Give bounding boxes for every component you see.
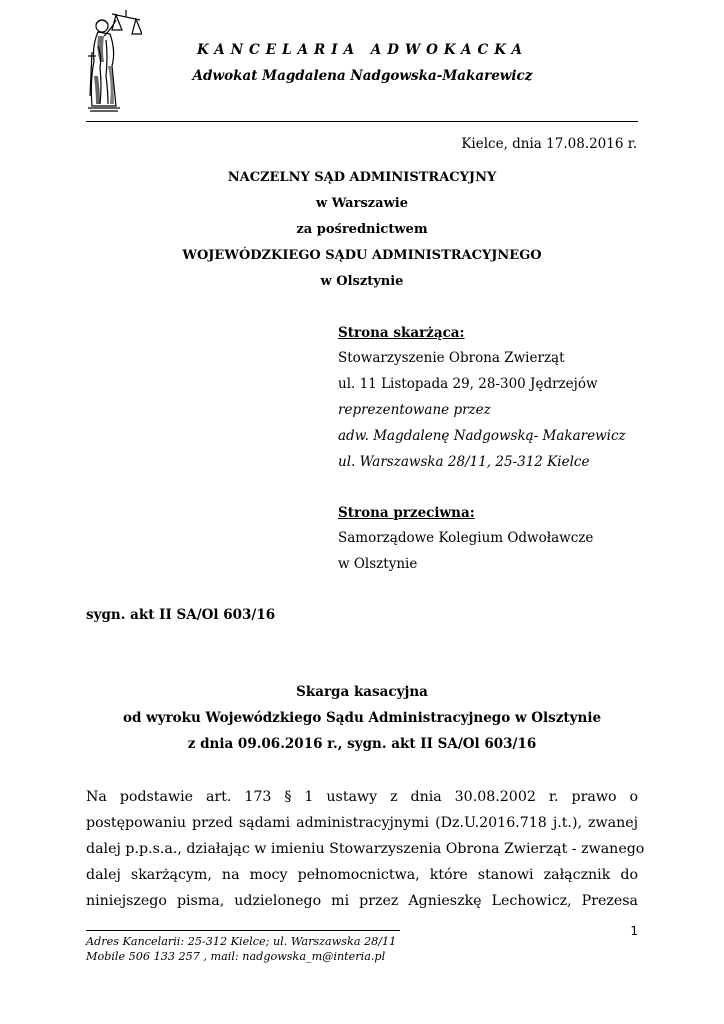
- complainant-name: Stowarzyszenie Obrona Zwierząt: [338, 350, 565, 366]
- body-line: Na podstawie art. 173 § 1 ustawy z dnia 30.08.2002 r. prawo o: [86, 789, 638, 805]
- firm-name: KANCELARIA ADWOKACKA: [197, 42, 528, 58]
- case-reference: sygn. akt II SA/Ol 603/16: [86, 607, 276, 623]
- document-title: Skarga kasacyjna: [296, 684, 428, 700]
- attorney-name: adw. Magdalenę Nadgowską- Makarewicz: [338, 428, 626, 444]
- complainant-address: ul. 11 Listopada 29, 28-300 Jędrzejów: [338, 376, 598, 392]
- body-line: dalej skarżącym, na mocy pełnomocnictwa, które stanowi załącznik do: [86, 867, 638, 883]
- document-subtitle-date: z dnia 09.06.2016 r., sygn. akt II SA/Ol 603/16: [187, 736, 537, 752]
- represented-by: reprezentowane przez: [338, 402, 491, 418]
- document-subtitle: od wyroku Wojewódzkiego Sądu Administracyjnego w Olsztynie: [122, 710, 602, 726]
- court-via: za pośrednictwem: [296, 222, 428, 237]
- body-line: niniejszego pisma, udzielonego mi przez Agnieszkę Lechowicz, Prezesa: [86, 893, 638, 909]
- document-date: Kielce, dnia 17.08.2016 r.: [461, 136, 637, 152]
- respondent-city: w Olsztynie: [338, 556, 418, 572]
- footer-divider: [86, 930, 400, 931]
- respondent-heading: Strona przeciwna:: [338, 505, 475, 521]
- court-name: NACZELNY SĄD ADMINISTRACYJNY: [227, 170, 497, 185]
- court-city: w Warszawie: [316, 196, 408, 211]
- body-line: postępowaniu przed sądami administracyjnymi (Dz.U.2016.718 j.t.), zwanej: [86, 815, 638, 831]
- footer-address: Adres Kancelarii: 25-312 Kielce; ul. Warszawska 28/11: [86, 935, 397, 948]
- justitia-scales-icon: [86, 6, 142, 114]
- lower-court-city: w Olsztynie: [320, 274, 404, 289]
- attorney-address: ul. Warszawska 28/11, 25-312 Kielce: [338, 454, 590, 470]
- page-number: 1: [630, 924, 638, 938]
- lower-court-name: WOJEWÓDZKIEGO SĄDU ADMINISTRACYJNEGO: [182, 248, 542, 263]
- footer-contact: Mobile 506 133 257 , mail: nadgowska_m@interia.pl: [86, 950, 386, 963]
- body-line: dalej p.p.s.a., działając w imieniu Stowarzyszenia Obrona Zwierząt - zwanego: [86, 841, 645, 857]
- respondent-name: Samorządowe Kolegium Odwoławcze: [338, 530, 594, 546]
- complainant-heading: Strona skarżąca:: [338, 325, 465, 341]
- header-divider: [86, 121, 638, 122]
- lawyer-name: Adwokat Magdalena Nadgowska-Makarewicz: [192, 68, 533, 84]
